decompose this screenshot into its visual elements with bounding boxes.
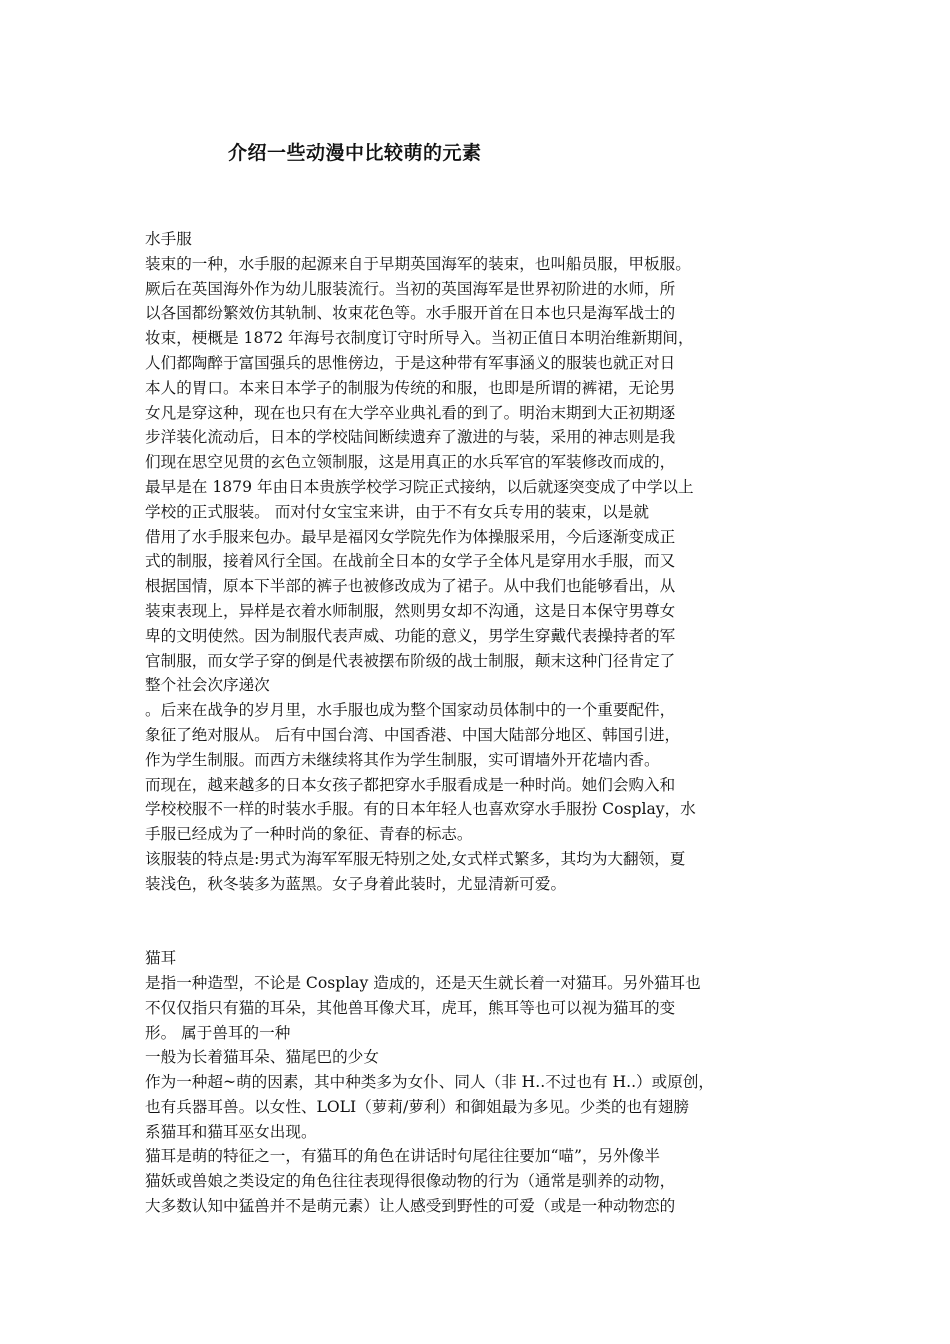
text-line: 大多数认知中猛兽并不是萌元素）让人感受到野性的可爱（或是一种动物恋的 (145, 1197, 676, 1216)
text-line: 该服装的特点是:男式为海军军服无特别之处,女式样式繁多，其均为大翻领，夏 (145, 849, 686, 868)
text-line: 本人的胃口。本来日本学子的制服为传统的和服，也即是所谓的裤裙，无论男 (145, 378, 676, 397)
text-line: 不仅仅指只有猫的耳朵，其他兽耳像犬耳，虎耳，熊耳等也可以视为猫耳的变 (145, 998, 676, 1017)
text-line: 最早是在 1879 年由日本贵族学校学习院正式接纳，以后就逐突变成了中学以上 (145, 477, 694, 496)
text-line: 一般为长着猫耳朵、猫尾巴的少女 (145, 1048, 379, 1067)
text-line: 学校的正式服装。 而对付女宝宝来讲，由于不有女兵专用的装束，以是就 (145, 502, 649, 521)
text-line: 女凡是穿这种，现在也只有在大学卒业典礼看的到了。明治末期到大正初期逐 (145, 403, 676, 422)
text-line: 厥后在英国海外作为幼儿服装流行。当初的英国海军是世界初阶进的水师，所 (145, 279, 676, 298)
text-line: 学校校服不一样的时装水手服。有的日本年轻人也喜欢穿水手服扮 Cosplay，水 (145, 800, 696, 819)
text-line: 猫耳 (145, 949, 177, 968)
text-line: 也有兵器耳兽。以女性、LOLI（萝莉/萝利）和御姐最为多见。少类的也有翅膀 (145, 1097, 689, 1116)
text-line: 以各国都纷繁效仿其轨制、妆束花色等。水手服开首在日本也只是海军战士的 (145, 304, 676, 323)
text-line: 象征了绝对服从。 后有中国台湾、中国香港、中国大陆部分地区、韩国引进， (145, 725, 681, 744)
text-line: 整个社会次序递次 (145, 676, 270, 695)
text-line: 水手服 (145, 230, 192, 248)
text-line: 而现在，越来越多的日本女孩子都把穿水手服看成是一种时尚。她们会购入和 (145, 775, 676, 794)
blank-line (145, 897, 835, 922)
text-line: 。后来在战争的岁月里，水手服也成为整个国家动员体制中的一个重要配件， (145, 701, 676, 720)
text-line: 卑的文明使然。因为制服代表声威、功能的意义，男学生穿戴代表操持者的军 (145, 626, 676, 645)
text-line: 形。 属于兽耳的一种 (145, 1023, 291, 1042)
text-line: 式的制服，接着风行全国。在战前全日本的女学子全体凡是穿用水手服，而又 (145, 552, 676, 571)
text-line: 系猫耳和猫耳巫女出现。 (145, 1122, 317, 1141)
text-line: 是指一种造型，不论是 Cosplay 造成的，还是天生就长着一对猫耳。另外猫耳也 (145, 973, 701, 992)
text-line: 作为一种超~萌的因素，其中种类多为女仆、同人（非 H..不过也有 H..）或原创， (145, 1073, 715, 1092)
text-line: 手服已经成为了一种时尚的象征、青春的标志。 (145, 825, 473, 844)
text-line: 人们都陶醉于富国强兵的思惟傍边，于是这种带有军事涵义的服装也就正对日 (145, 353, 676, 372)
text-line: 们现在思空见贯的玄色立领制服，这是用真正的水兵军官的军装修改而成的， (145, 453, 676, 472)
text-line: 猫妖或兽娘之类设定的角色往往表现得很像动物的行为（通常是驯养的动物， (145, 1172, 676, 1191)
text-line: 根据国情，原本下半部的裤子也被修改成为了裙子。从中我们也能够看出，从 (145, 577, 676, 596)
text-line: 作为学生制服。而西方未继续将其作为学生制服，实可谓墙外开花墙内香。 (145, 750, 660, 769)
text-line: 猫耳是萌的特征之一，有猫耳的角色在讲话时句尾往往要加“喵”，另外像半 (145, 1147, 660, 1166)
text-line: 步洋装化流动后，日本的学校陆间断续遗弃了激进的与装，采用的神志则是我 (145, 428, 676, 447)
text-line: 官制服，而女学子穿的倒是代表被摆布阶级的战士制服，颠末这种门径肯定了 (145, 651, 676, 670)
text-line: 装浅色，秋冬装多为蓝黑。女子身着此装时，尤显清新可爱。 (145, 874, 567, 893)
text-line: 借用了水手服来包办。最早是福冈女学院先作为体操服采用，今后逐渐变成正 (145, 527, 676, 546)
document-title: 介绍一些动漫中比较萌的元素 (228, 142, 482, 164)
text-line: 妆束，梗概是 1872 年海号衣制度订守时所导入。当初正值日本明治维新期间， (145, 329, 694, 348)
text-line: 装束表现上，异样是衣着水师制服，然则男女却不沟通，这是日本保守男尊女 (145, 601, 676, 620)
blank-line (145, 921, 835, 946)
document-body (145, 227, 835, 1219)
text-line: 装束的一种，水手服的起源来自于早期英国海军的装束，也叫船员服，甲板服。 (145, 254, 691, 273)
